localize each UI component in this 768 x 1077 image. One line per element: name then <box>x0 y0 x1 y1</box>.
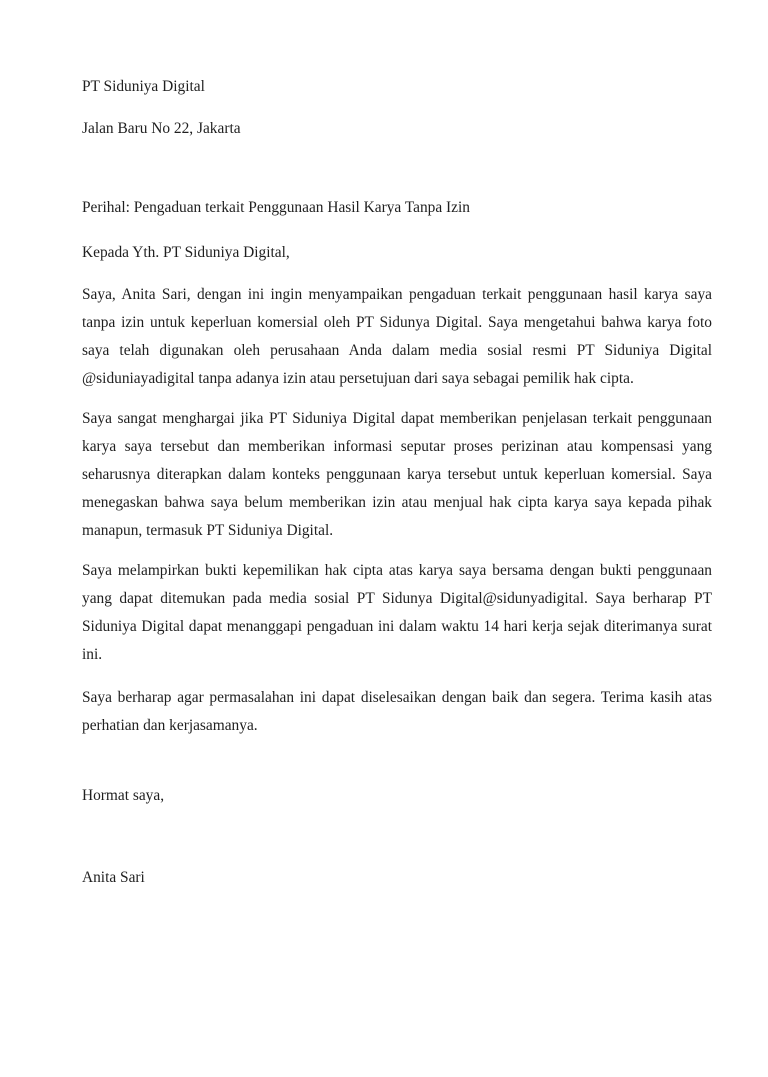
paragraph-line: Saya melampirkan bukti kepemilikan hak cipta atas karya saya bersama dengan bukti penggunaan <box>82 562 712 579</box>
body-paragraph <box>82 281 712 393</box>
body-paragraph <box>82 684 712 740</box>
paragraph-line: karya saya tersebut dan memberikan informasi seputar proses perizinan atau kompensasi yang <box>82 438 712 455</box>
closing-line: Hormat saya, <box>82 787 165 804</box>
sender-address: Jalan Baru No 22, Jakarta <box>82 120 241 137</box>
paragraph-line: manapun, termasuk PT Siduniya Digital. <box>82 522 334 539</box>
paragraph-line: ini. <box>82 646 103 663</box>
salutation-line: Kepada Yth. PT Siduniya Digital, <box>82 244 290 261</box>
signature-name: Anita Sari <box>82 869 145 886</box>
paragraph-line: menegaskan bahwa saya belum memberikan izin atau menjual hak cipta karya saya kepada pihak <box>82 494 712 511</box>
subject-line: Perihal: Pengaduan terkait Penggunaan Hasil Karya Tanpa Izin <box>82 199 470 216</box>
paragraph-line: perhatian dan kerjasamanya. <box>82 717 258 734</box>
sender-company: PT Siduniya Digital <box>82 78 205 95</box>
paragraph-line: saya telah digunakan oleh perusahaan Anda dalam media sosial resmi PT Siduniya Digital <box>82 342 712 359</box>
paragraph-line: Saya berharap agar permasalahan ini dapat diselesaikan dengan baik dan segera. Terima kasih atas <box>82 689 712 706</box>
paragraph-line: seharusnya diterapkan dalam konteks penggunaan karya tersebut untuk keperluan komersial. Saya <box>82 466 712 483</box>
paragraph-line: tanpa izin untuk keperluan komersial oleh PT Sidunya Digital. Saya mengetahui bahwa karya foto <box>82 314 712 331</box>
paragraph-line: @siduniayadigital tanpa adanya izin atau persetujuan dari saya sebagai pemilik hak cipta. <box>82 370 634 387</box>
letter-paragraphs <box>82 281 712 740</box>
paragraph-line: yang dapat ditemukan pada media sosial PT Sidunya Digital@sidunyadigital. Saya berharap PT <box>82 590 712 607</box>
paragraph-line: Siduniya Digital dapat menanggapi pengaduan ini dalam waktu 14 hari kerja sejak diterimanya surat <box>82 618 712 635</box>
paragraph-line: Saya, Anita Sari, dengan ini ingin menyampaikan pengaduan terkait penggunaan hasil karya saya <box>82 286 712 303</box>
paragraph-line: Saya sangat menghargai jika PT Siduniya Digital dapat memberikan penjelasan terkait penggunaan <box>82 410 712 427</box>
body-paragraph <box>82 557 712 669</box>
body-paragraph <box>82 405 712 545</box>
